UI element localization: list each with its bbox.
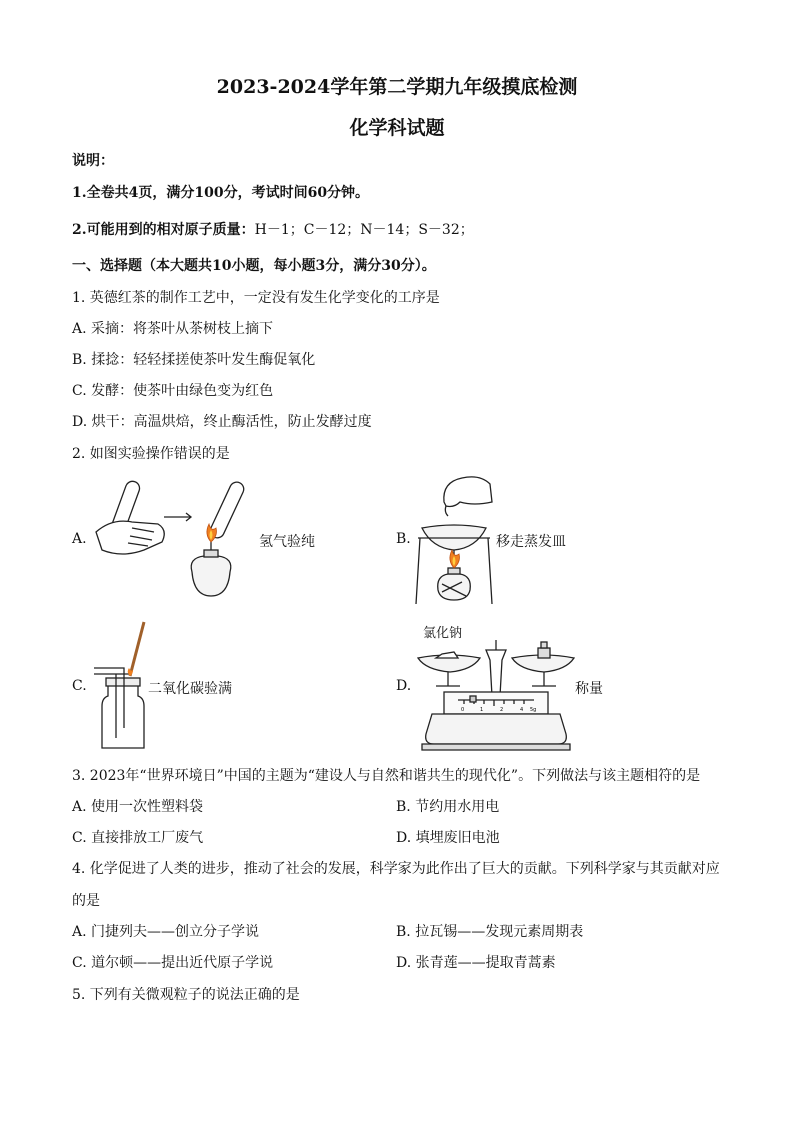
q2-letter-b: B. [396, 531, 411, 547]
q1-option-d: D. 烘干：高温烘焙，终止酶活性，防止发酵过度 [72, 414, 372, 430]
exam-title: 2023-2024学年第二学期九年级摸底检测 [216, 76, 578, 98]
q2-letter-d: D. [396, 678, 412, 694]
q2-caption-a: 氢气验纯 [259, 534, 315, 550]
q2-letter-c: C. [72, 678, 87, 694]
sodium-chloride-label: 氯化钠 [423, 626, 463, 641]
q1-option-b: B. 揉捻：轻轻揉搓使茶叶发生酶促氧化 [72, 352, 316, 368]
q3-option-a: A. 使用一次性塑料袋 [72, 799, 204, 815]
q3-option-c: C. 直接排放工厂废气 [72, 830, 204, 846]
q1-stem: 1. 英德红茶的制作工艺中，一定没有发生化学变化的工序是 [72, 290, 440, 306]
instruction-2-prefix: 2.可能用到的相对原子质量： [72, 222, 255, 238]
atomic-masses: H－1；C－12；N－14；S－32； [254, 222, 474, 238]
instructions-label: 说明： [72, 153, 114, 169]
q2-caption-b: 移走蒸发皿 [496, 534, 566, 550]
co2-full-test-figure [90, 618, 150, 752]
q1-option-a: A. 采摘：将茶叶从茶树枝上摘下 [72, 321, 274, 337]
q3-option-d: D. 填埋废旧电池 [396, 830, 500, 846]
q4-option-b: B. 拉瓦锡——发现元素周期表 [396, 924, 584, 940]
evaporating-dish-figure [414, 472, 494, 606]
balance-scale-figure [414, 636, 578, 754]
svg-text:5g: 5g [530, 707, 537, 713]
q4-option-a: A. 门捷列夫——创立分子学说 [72, 924, 260, 940]
q3-option-b: B. 节约用水用电 [396, 799, 500, 815]
svg-text:4: 4 [520, 707, 524, 713]
q2-stem: 2. 如图实验操作错误的是 [72, 446, 230, 462]
q2-caption-d: 称量 [575, 681, 603, 697]
exam-subject: 化学科试题 [349, 117, 445, 139]
instruction-1: 1.全卷共4页，满分100分，考试时间60分钟。 [72, 185, 370, 201]
q2-caption-c: 二氧化碳验满 [148, 681, 232, 697]
svg-text:2: 2 [500, 707, 504, 713]
svg-text:1: 1 [480, 707, 484, 713]
q5-stem: 5. 下列有关微观粒子的说法正确的是 [72, 987, 300, 1003]
q4-stem-line-1: 4. 化学促进了人类的进步，推动了社会的发展，科学家为此作出了巨大的贡献。下列科学家与其贡献对应 [72, 861, 720, 877]
instruction-2 [72, 219, 474, 239]
svg-text:0: 0 [461, 707, 465, 713]
q3-stem: 3. 2023年“世界环境日”中国的主题为“建设人与自然和谐共生的现代化”。下列做法与该主题相符的是 [72, 768, 701, 784]
section-heading: 一、选择题（本大题共10小题，每小题3分，满分30分）。 [72, 258, 436, 274]
q1-option-c: C. 发酵：使茶叶由绿色变为红色 [72, 383, 274, 399]
q4-stem-line-2: 的是 [72, 893, 100, 909]
q4-option-d: D. 张青莲——提取青蒿素 [396, 955, 556, 971]
q2-letter-a: A. [72, 531, 87, 547]
q4-option-c: C. 道尔顿——提出近代原子学说 [72, 955, 274, 971]
hydrogen-purity-test-figure [92, 472, 252, 604]
